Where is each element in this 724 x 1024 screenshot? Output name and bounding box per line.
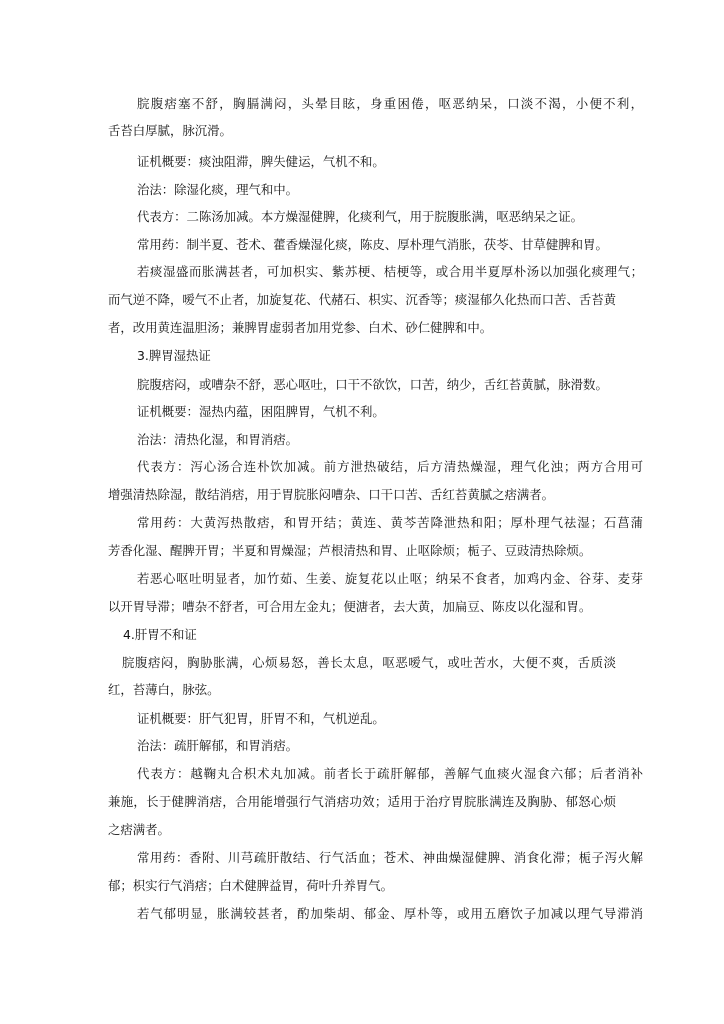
paragraph-line: 证机概要：肝气犯胃，肝胃不和，气机逆乱。 bbox=[137, 711, 385, 726]
paragraph-line: 脘腹痞塞不舒，胸膈满闷，头晕目眩，身重困倦，呕恶纳呆，口淡不渴，小便不利， bbox=[137, 96, 643, 111]
paragraph-line: 治法：疏肝解郁，和胃消痞。 bbox=[137, 738, 299, 753]
paragraph-line: 脘腹痞闷，或嘈杂不舒，恶心呕吐，口干不欲饮，口苦，纳少，舌红苔黄腻，脉滑数。 bbox=[137, 377, 608, 392]
paragraph-line: 若痰湿盛而胀满甚者，可加枳实、紫苏梗、桔梗等，或合用半夏厚朴汤以加强化痰理气； bbox=[137, 264, 643, 279]
paragraph-line: 舌苔白厚腻，脉沉滑。 bbox=[108, 123, 232, 138]
paragraph-line: 者，改用黄连温胆汤；兼脾胃虚弱者加用党参、白术、砂仁健脾和中。 bbox=[108, 320, 493, 335]
paragraph-line: 证机概要：痰浊阻滞，脾失健运，气机不和。 bbox=[137, 154, 385, 169]
paragraph-line: 证机概要：湿热内蕴，困阻脾胃，气机不利。 bbox=[137, 404, 385, 419]
paragraph-line: 代表方：二陈汤加减。本方燥湿健脾，化痰利气，用于脘腹胀满，呕恶纳呆之证。 bbox=[137, 209, 584, 224]
paragraph-line: 治法：清热化湿，和胃消痞。 bbox=[137, 432, 299, 447]
paragraph-line: 代表方：泻心汤合连朴饮加减。前方泄热破结，后方清热燥湿，理气化浊；两方合用可 bbox=[137, 459, 643, 474]
paragraph-line: 常用药：香附、川芎疏肝散结、行气活血；苍术、神曲燥湿健脾、消食化滞；栀子泻火解 bbox=[137, 850, 643, 865]
paragraph-line: 常用药：制半夏、苍术、藿香燥湿化痰，陈皮、厚朴理气消胀，茯苓、甘草健脾和胃。 bbox=[137, 237, 608, 252]
paragraph-line: 兼施，长于健脾消痞，合用能增强行气消痞功效；适用于治疗胃脘胀满连及胸胁、郁怒心烦 bbox=[108, 794, 616, 809]
paragraph-line: 之痞满者。 bbox=[108, 822, 170, 837]
paragraph-line: 芳香化湿、醒脾开胃；半夏和胃燥湿；芦根清热和胃、止呕除烦；栀子、豆豉清热除烦。 bbox=[108, 543, 592, 558]
paragraph-line: 红，苔薄白，脉弦。 bbox=[108, 682, 220, 697]
paragraph-line: 增强清热除湿，散结消痞，用于胃脘胀闷嘈杂、口干口苦、舌红苔黄腻之痞满者。 bbox=[108, 487, 555, 502]
section-heading: 3.脾胃湿热证 bbox=[137, 348, 211, 363]
paragraph-line: 常用药：大黄泻热散痞，和胃开结；黄连、黄芩苦降泄热和阳；厚朴理气祛湿；石菖蒲 bbox=[137, 515, 643, 530]
paragraph-line: 若气郁明显，胀满较甚者，酌加柴胡、郁金、厚朴等，或用五磨饮子加减以理气导滞消 bbox=[137, 906, 643, 921]
paragraph-line: 而气逆不降，嗳气不止者，加旋复花、代赭石、枳实、沉香等；痰湿郁久化热而口苦、舌苔黄 bbox=[108, 292, 617, 307]
paragraph-line: 以开胃导滞；嘈杂不舒者，可合用左金丸；便溏者，去大黄，加扁豆、陈皮以化湿和胃。 bbox=[108, 599, 592, 614]
paragraph-line: 脘腹痞闷，胸胁胀满，心烦易怒，善长太息，呕恶嗳气，或吐苦水，大便不爽，舌质淡 bbox=[122, 655, 616, 670]
paragraph-line: 治法：除湿化痰，理气和中。 bbox=[137, 182, 299, 197]
paragraph-line: 代表方：越鞠丸合枳术丸加减。前者长于疏肝解郁，善解气血痰火湿食六郁；后者消补 bbox=[137, 766, 643, 781]
paragraph-line: 若恶心呕吐明显者，加竹茹、生姜、旋复花以止呕；纳呆不食者，加鸡内金、谷芽、麦芽 bbox=[137, 571, 643, 586]
section-heading: 4.肝胃不和证 bbox=[123, 627, 197, 642]
paragraph-line: 郁；枳实行气消痞；白术健脾益胃，荷叶升养胃气。 bbox=[108, 878, 393, 893]
